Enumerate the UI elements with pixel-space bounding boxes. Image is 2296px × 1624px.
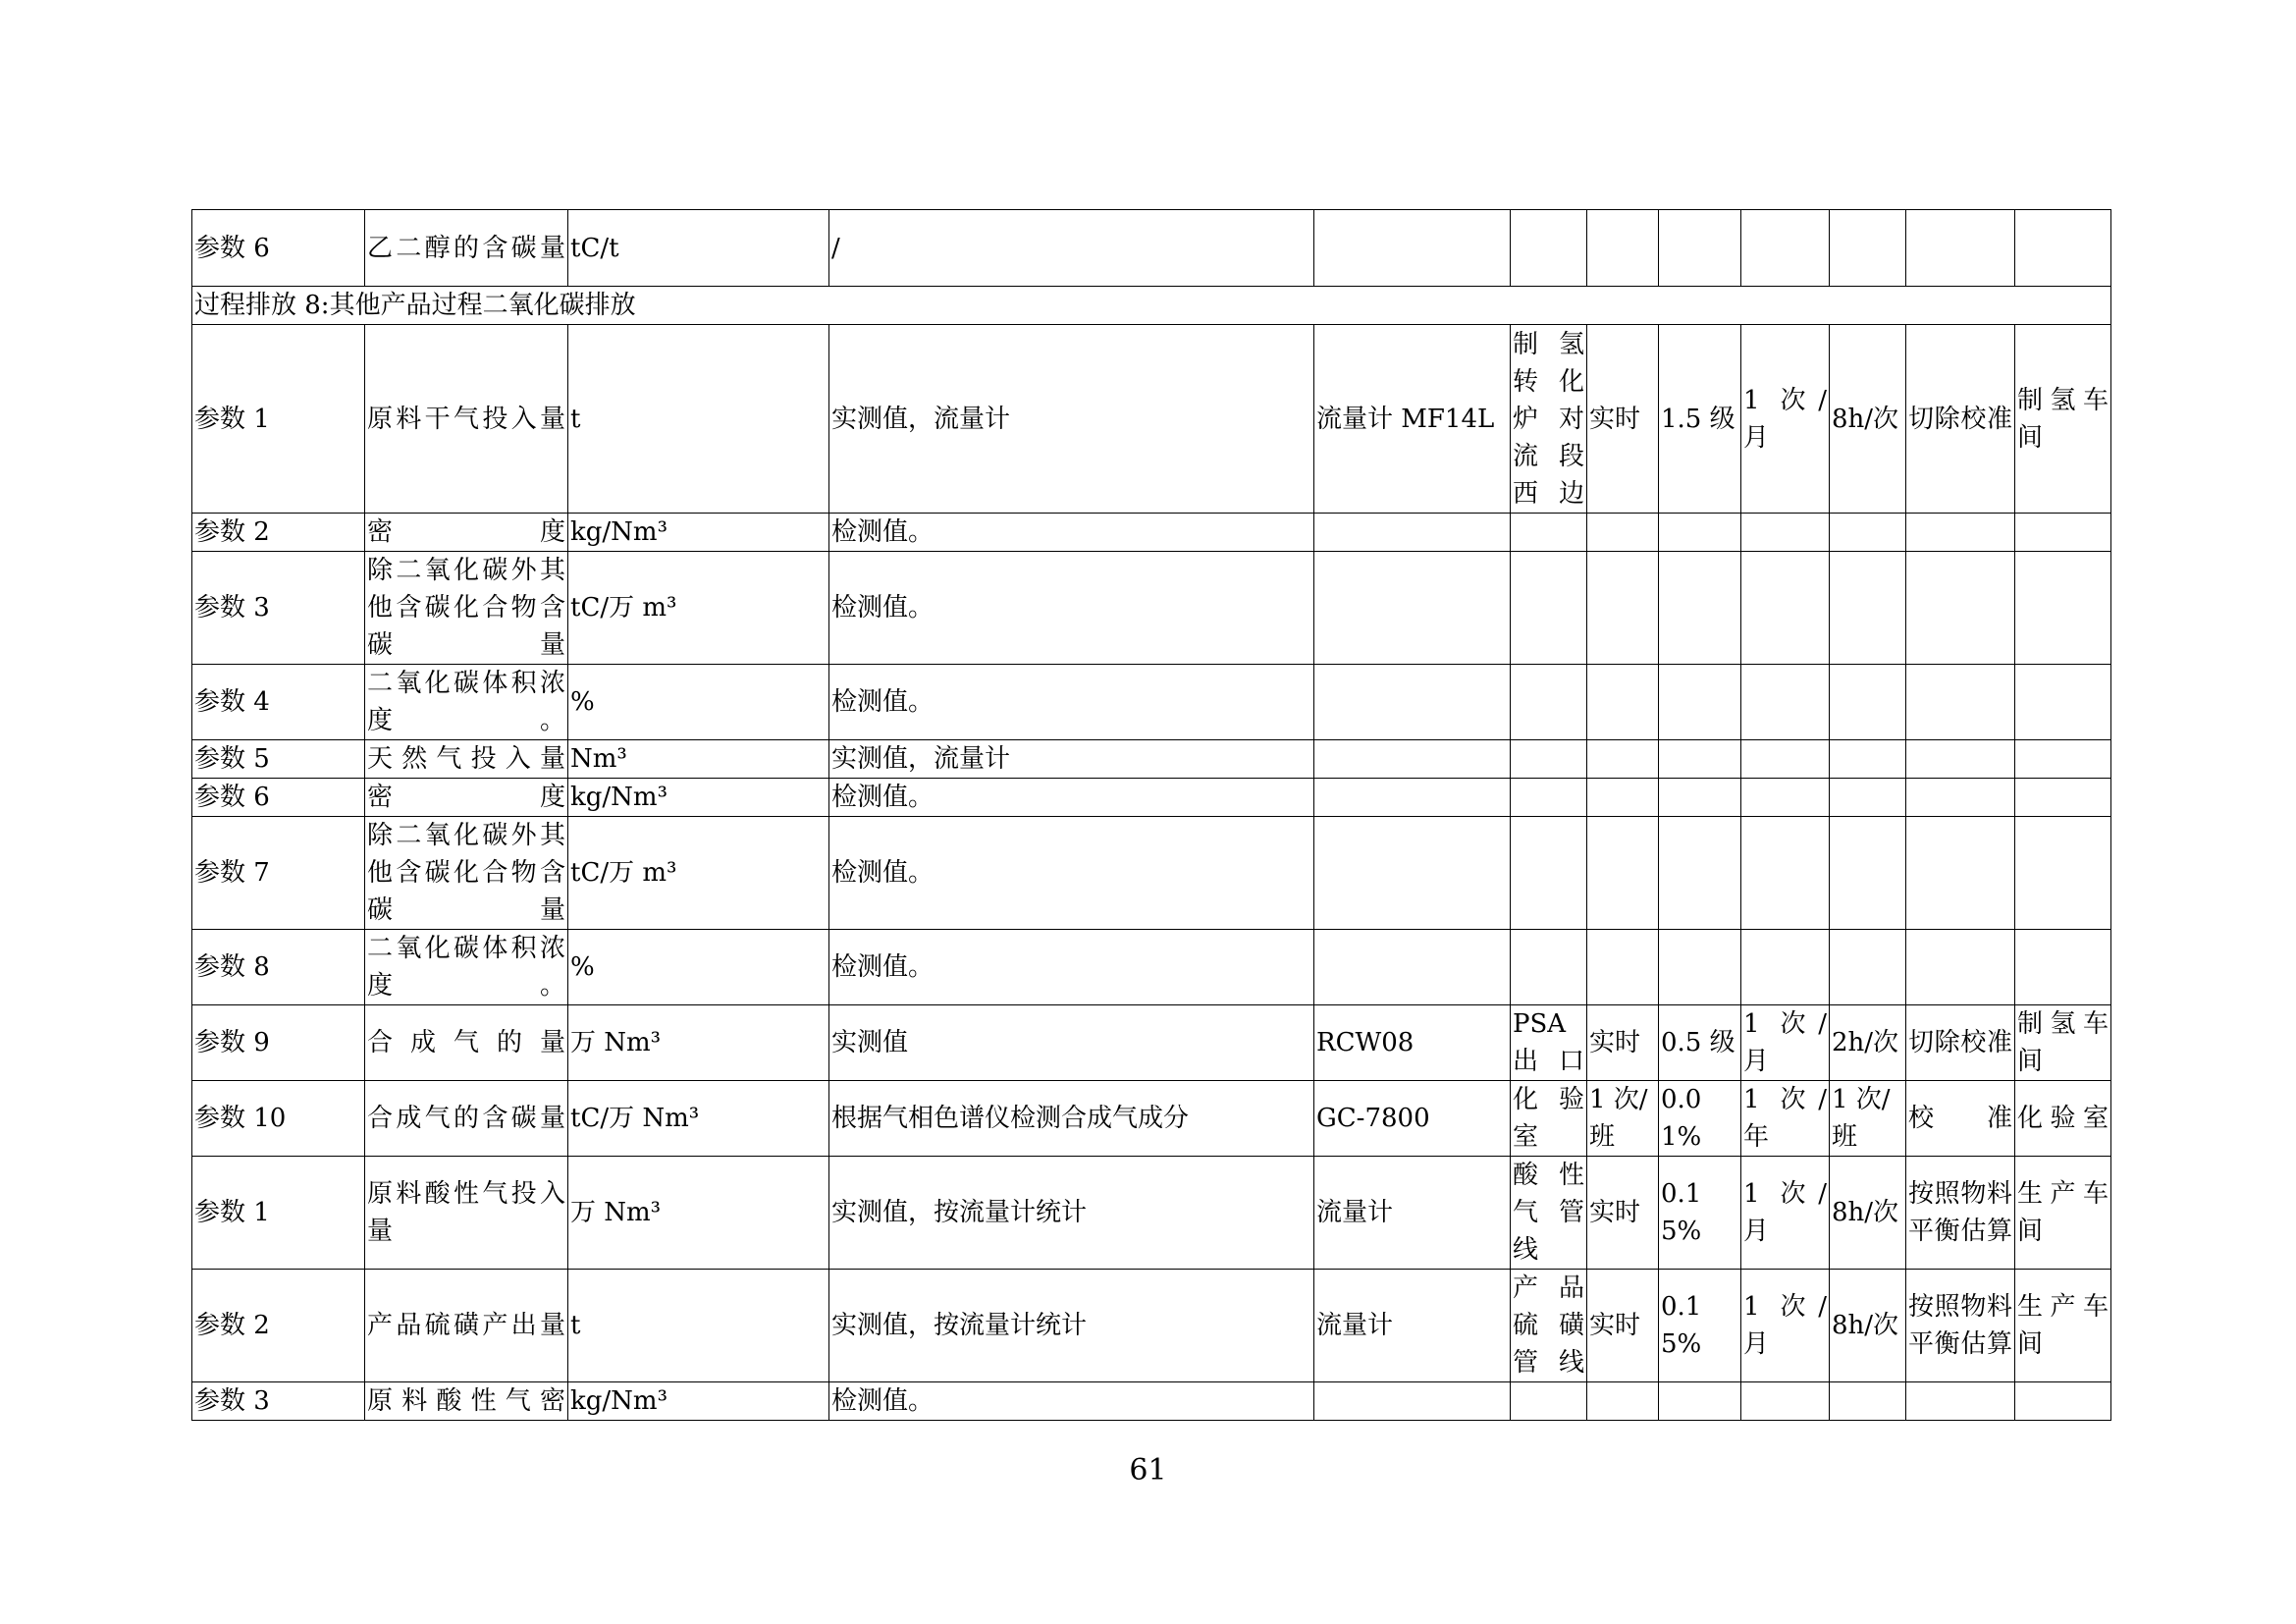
table-cell: 8h/次 [1830, 325, 1906, 514]
table-cell: 制氢车间 [2015, 325, 2111, 514]
table-cell: 0.5 级 [1659, 1005, 1741, 1081]
table-cell [1314, 740, 1511, 779]
table-cell [1741, 665, 1830, 740]
table-cell: 二氧化碳体积浓度。 [365, 930, 568, 1005]
table-cell: 万 Nm³ [568, 1005, 829, 1081]
table-cell [1906, 210, 2015, 287]
table-cell [1741, 930, 1830, 1005]
table-cell: 参数 5 [192, 740, 365, 779]
table-cell [1587, 740, 1659, 779]
table-cell: 0.01% [1659, 1081, 1741, 1157]
table-cell: 检测值。 [829, 514, 1314, 552]
table-cell: 参数 10 [192, 1081, 365, 1157]
table-cell: % [568, 665, 829, 740]
table-cell [1741, 779, 1830, 817]
table-cell [1511, 779, 1587, 817]
table-cell: 检测值。 [829, 930, 1314, 1005]
table-cell [1587, 779, 1659, 817]
table-cell [1906, 1382, 2015, 1421]
parameter-table [191, 209, 2111, 1421]
table-cell [1659, 665, 1741, 740]
table-cell: 实测值，流量计 [829, 740, 1314, 779]
table-cell [1906, 930, 2015, 1005]
table-cell [1587, 817, 1659, 930]
table-cell [1587, 514, 1659, 552]
table-cell [1659, 930, 1741, 1005]
table-cell [1659, 552, 1741, 665]
table-cell: 流量计 [1314, 1270, 1511, 1382]
table-cell [2015, 740, 2111, 779]
table-cell [2015, 210, 2111, 287]
table-cell: 生产车间 [2015, 1157, 2111, 1270]
table-cell [1906, 817, 2015, 930]
table-cell: 参数 8 [192, 930, 365, 1005]
table-cell [1587, 665, 1659, 740]
table-cell: 参数 3 [192, 1382, 365, 1421]
table-cell: 参数 6 [192, 779, 365, 817]
table-cell [2015, 552, 2111, 665]
table-cell [1830, 817, 1906, 930]
table-cell [1314, 514, 1511, 552]
table-cell [1830, 930, 1906, 1005]
table-cell [1511, 817, 1587, 930]
table-cell [1741, 552, 1830, 665]
table-cell [1741, 514, 1830, 552]
table-cell: 参数 3 [192, 552, 365, 665]
page-number: 61 [1129, 1453, 1167, 1488]
table-cell [1511, 740, 1587, 779]
table-cell [1830, 210, 1906, 287]
table-cell: 流量计 MF14L [1314, 325, 1511, 514]
table-cell [1587, 210, 1659, 287]
table-cell: 1 次/月 [1741, 1157, 1830, 1270]
table-cell: 1 次/月 [1741, 325, 1830, 514]
table-cell: 生产车间 [2015, 1270, 2111, 1382]
table-cell: 万 Nm³ [568, 1157, 829, 1270]
table-cell [2015, 779, 2111, 817]
table-cell: 参数 1 [192, 325, 365, 514]
table-cell [2015, 665, 2111, 740]
table-cell: 除二氧化碳外其他含碳化合物含碳量 [365, 817, 568, 930]
table-cell: Nm³ [568, 740, 829, 779]
table-cell: 制氢转化炉对流段西边 [1511, 325, 1587, 514]
table-cell: 1 次/月 [1741, 1005, 1830, 1081]
table-cell [1314, 210, 1511, 287]
table-row [192, 817, 2111, 930]
table-cell: t [568, 325, 829, 514]
table-cell [1906, 552, 2015, 665]
table-cell: 实时 [1587, 1005, 1659, 1081]
table-row [192, 779, 2111, 817]
table-cell [1659, 740, 1741, 779]
table-cell: 参数 7 [192, 817, 365, 930]
table-cell: tC/万 Nm³ [568, 1081, 829, 1157]
table-cell: 切除校准 [1906, 1005, 2015, 1081]
table-cell [1906, 514, 2015, 552]
table-cell: 参数 2 [192, 514, 365, 552]
table-cell: 8h/次 [1830, 1157, 1906, 1270]
table-cell: / [829, 210, 1314, 287]
table-cell [1587, 552, 1659, 665]
table-cell [1830, 514, 1906, 552]
table-cell [1741, 1382, 1830, 1421]
table-cell: 乙二醇的含碳量 [365, 210, 568, 287]
table-cell [1511, 930, 1587, 1005]
table-cell: 实时 [1587, 1270, 1659, 1382]
table-cell: 检测值。 [829, 817, 1314, 930]
table-cell: 1 次/班 [1830, 1081, 1906, 1157]
table-cell: % [568, 930, 829, 1005]
table-cell [1830, 1382, 1906, 1421]
table-cell: 合成气的含碳量 [365, 1081, 568, 1157]
table-cell: RCW08 [1314, 1005, 1511, 1081]
table-cell [1741, 740, 1830, 779]
table-cell [1511, 1382, 1587, 1421]
table-row [192, 1005, 2111, 1081]
table-cell [2015, 1382, 2111, 1421]
table-cell: 切除校准 [1906, 325, 2015, 514]
table-cell: 1 次/月 [1741, 1270, 1830, 1382]
table-cell [1314, 779, 1511, 817]
table-row [192, 930, 2111, 1005]
table-body [192, 210, 2111, 1421]
table-cell [1659, 1382, 1741, 1421]
table-cell: 参数 2 [192, 1270, 365, 1382]
table-cell: 酸性气管线 [1511, 1157, 1587, 1270]
table-cell [1314, 930, 1511, 1005]
table-cell: 产品硫磺管线 [1511, 1270, 1587, 1382]
table-cell: kg/Nm³ [568, 1382, 829, 1421]
table-row [192, 1270, 2111, 1382]
table-cell: 天然气投入量 [365, 740, 568, 779]
table-cell [1659, 817, 1741, 930]
table-cell: 产品硫磺产出量 [365, 1270, 568, 1382]
table-cell: 参数 4 [192, 665, 365, 740]
table-cell [2015, 514, 2111, 552]
table-cell [1659, 779, 1741, 817]
table-cell [1587, 1382, 1659, 1421]
table-cell: 流量计 [1314, 1157, 1511, 1270]
table-cell: 按照物料平衡估算 [1906, 1157, 2015, 1270]
table-cell: 合成气的量 [365, 1005, 568, 1081]
table-cell: 实测值，按流量计统计 [829, 1157, 1314, 1270]
table-cell: 1.5 级 [1659, 325, 1741, 514]
section-label: 过程排放 8:其他产品过程二氧化碳排放 [192, 287, 2111, 325]
table-cell: PSA 出口 [1511, 1005, 1587, 1081]
table-cell [1830, 665, 1906, 740]
table-cell: 检测值。 [829, 665, 1314, 740]
table-cell: 化验室 [2015, 1081, 2111, 1157]
table-row [192, 1382, 2111, 1421]
table-cell: 实测值，流量计 [829, 325, 1314, 514]
table-cell: 检测值。 [829, 1382, 1314, 1421]
table-cell: 除二氧化碳外其他含碳化合物含碳量 [365, 552, 568, 665]
table-cell: kg/Nm³ [568, 514, 829, 552]
table-cell: 2h/次 [1830, 1005, 1906, 1081]
table-cell [2015, 817, 2111, 930]
table-cell: tC/t [568, 210, 829, 287]
table-cell: 参数 6 [192, 210, 365, 287]
table-row [192, 665, 2111, 740]
table-cell: 检测值。 [829, 552, 1314, 665]
table-cell [1830, 779, 1906, 817]
table-cell: 密度 [365, 514, 568, 552]
table-cell: 参数 9 [192, 1005, 365, 1081]
table-cell: 密度 [365, 779, 568, 817]
table-row [192, 210, 2111, 287]
section-header-row [192, 287, 2111, 325]
table-row [192, 514, 2111, 552]
table-cell: 实时 [1587, 325, 1659, 514]
table-cell: 检测值。 [829, 779, 1314, 817]
table-cell [1830, 552, 1906, 665]
table-cell: 化验室 [1511, 1081, 1587, 1157]
table-cell: 制氢车间 [2015, 1005, 2111, 1081]
table-cell [1659, 514, 1741, 552]
table-cell [1587, 930, 1659, 1005]
table-cell: GC-7800 [1314, 1081, 1511, 1157]
table-cell [1314, 665, 1511, 740]
table-cell [1314, 552, 1511, 665]
table-cell: t [568, 1270, 829, 1382]
table-row [192, 1081, 2111, 1157]
table-cell [1906, 665, 2015, 740]
table-cell: 1 次/班 [1587, 1081, 1659, 1157]
table-cell [1659, 210, 1741, 287]
table-cell [1906, 740, 2015, 779]
table-row [192, 740, 2111, 779]
table-cell [1511, 665, 1587, 740]
table-cell [1511, 210, 1587, 287]
table-cell: 校准 [1906, 1081, 2015, 1157]
table-cell: 按照物料平衡估算 [1906, 1270, 2015, 1382]
table-cell: 二氧化碳体积浓度。 [365, 665, 568, 740]
table-cell: 原料酸性气密 [365, 1382, 568, 1421]
table-cell: 原料酸性气投入量 [365, 1157, 568, 1270]
table-cell [1314, 817, 1511, 930]
table-cell: tC/万 m³ [568, 552, 829, 665]
table-cell: 0.15% [1659, 1270, 1741, 1382]
table-cell [1741, 817, 1830, 930]
table-cell: 实时 [1587, 1157, 1659, 1270]
table-cell [2015, 930, 2111, 1005]
table-cell: 实测值，按流量计统计 [829, 1270, 1314, 1382]
table-cell: 8h/次 [1830, 1270, 1906, 1382]
table-row [192, 552, 2111, 665]
table-cell [1314, 1382, 1511, 1421]
table-cell [1906, 779, 2015, 817]
table-cell [1511, 552, 1587, 665]
table-cell: kg/Nm³ [568, 779, 829, 817]
table-row [192, 1157, 2111, 1270]
table-cell: 原料干气投入量 [365, 325, 568, 514]
table-cell: 参数 1 [192, 1157, 365, 1270]
table-cell [1830, 740, 1906, 779]
table-cell: 根据气相色谱仪检测合成气成分 [829, 1081, 1314, 1157]
table-cell [1741, 210, 1830, 287]
table-cell [1511, 514, 1587, 552]
table-cell: 实测值 [829, 1005, 1314, 1081]
table-cell: tC/万 m³ [568, 817, 829, 930]
table-cell: 0.15% [1659, 1157, 1741, 1270]
table-row [192, 325, 2111, 514]
table-cell: 1 次/年 [1741, 1081, 1830, 1157]
